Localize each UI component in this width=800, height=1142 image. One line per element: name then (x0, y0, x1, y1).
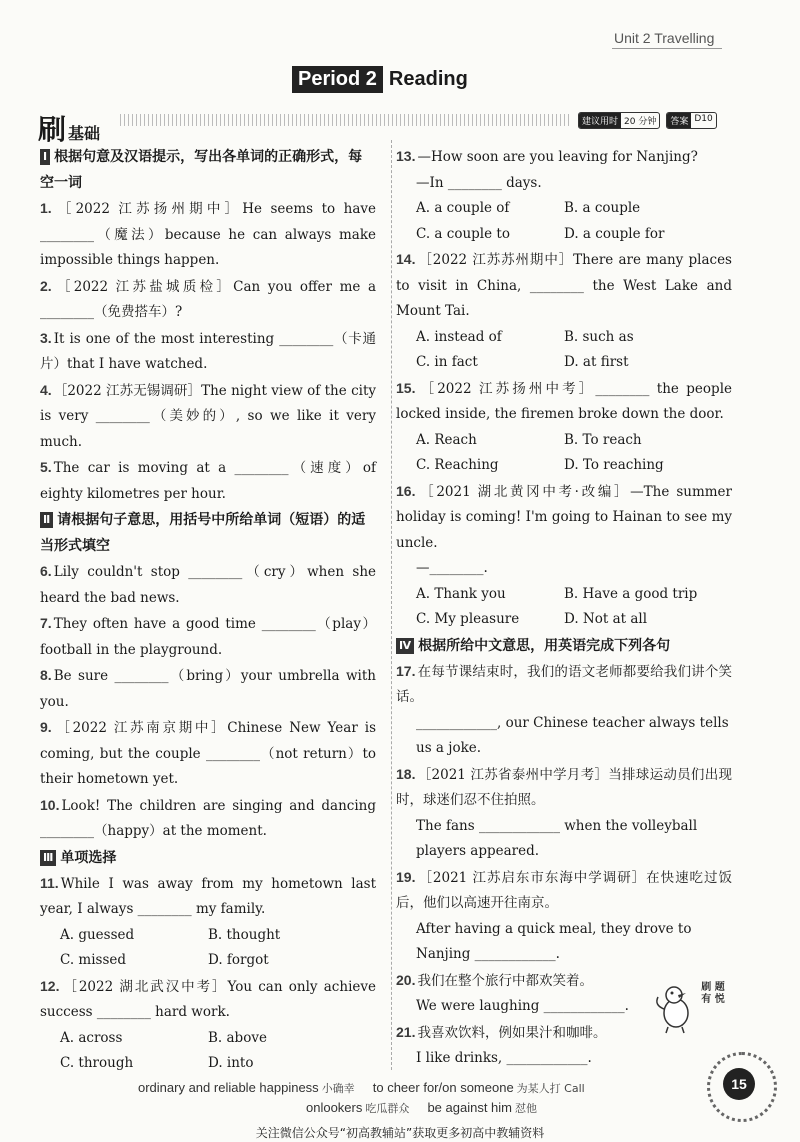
option-item: C. missed (60, 952, 127, 968)
question-number: 4. (40, 381, 52, 398)
unit-title: Unit 2 Travelling (614, 30, 715, 46)
option-item: A. Thank you (416, 585, 506, 602)
question-text: 我喜欢饮料，例如果汁和咖啡。 (417, 1024, 607, 1041)
question-text: ［2022 江苏无锡调研］The night view of the city is very ________（美妙的）, so we like it very much. (40, 382, 376, 450)
question-text: Be sure ________（bring）your umbrella with you. (40, 668, 376, 710)
section-heading (396, 633, 732, 659)
answer-line: The fans ____________ when the volleyball players appeared. (416, 817, 698, 859)
question-item (396, 762, 732, 814)
option-item: D. a couple for (564, 225, 665, 242)
left-column (40, 144, 376, 1077)
period-subject: Reading (388, 68, 468, 90)
section-numeral: Ⅱ (40, 512, 53, 528)
section-heading (40, 144, 376, 196)
question-text: It is one of the most interesting ________（卡通片）that I have watched. (40, 330, 376, 372)
question-item (40, 326, 376, 378)
question-item (396, 144, 732, 171)
question-item (40, 871, 376, 923)
section-numeral: Ⅲ (40, 850, 56, 866)
period-label: Period 2 (292, 66, 383, 93)
option-list (60, 1026, 376, 1077)
answer-tag (666, 112, 716, 129)
question-item (40, 196, 376, 274)
option-list (416, 325, 732, 376)
question-number: 14. (396, 251, 416, 267)
question-number: 7. (40, 615, 52, 631)
question-item (40, 611, 376, 663)
question-text: ［2021 江苏省泰州中学月考］当排球运动员们出现时，球迷们忍不住拍照。 (396, 766, 732, 808)
question-item (40, 455, 376, 507)
header-rule (612, 48, 722, 49)
question-text: The car is moving at a ________（速度）of eighty kilometres per hour. (40, 460, 376, 502)
section-numeral: Ⅳ (396, 638, 414, 654)
phrase-zh: 怼他 (515, 1102, 537, 1115)
section-title: 根据句意及汉语提示，写出各单词的正确形式，每空一词 (40, 149, 363, 191)
brand-small: 基础 (68, 124, 101, 143)
time-tag-value: 20 分钟 (624, 117, 657, 127)
question-item (396, 376, 732, 428)
question-text: While I was away from my hometown last year, I always ________ my family. (40, 875, 376, 917)
option-item: B. thought (208, 926, 281, 943)
option-item: D. Not at all (564, 611, 648, 627)
page-number: 15 (723, 1068, 755, 1100)
question-text: ［2022 江苏南京期中］Chinese New Year is coming, but the couple ________（not return）to their hometown yet. (40, 720, 376, 787)
question-item (40, 974, 376, 1026)
section-title: 单项选择 (60, 849, 117, 866)
option-item: C. through (60, 1055, 134, 1071)
question-number: 12. (40, 977, 60, 994)
phrase-zh: 小确幸 (321, 1082, 355, 1095)
answer-line: I like drinks, ____________. (416, 1050, 592, 1066)
option-item: B. a couple (564, 200, 641, 216)
question-item (40, 559, 376, 611)
option-item: A. instead of (416, 328, 502, 345)
question-item (396, 479, 732, 557)
section-heading (40, 845, 376, 871)
info-tags (578, 112, 717, 129)
footer-phrases (138, 1078, 698, 1118)
option-item: D. at first (564, 354, 629, 370)
phrase-en: onlookers (306, 1100, 363, 1115)
answer-line: After having a quick meal, they drove to Nanjing ____________. (416, 920, 692, 962)
question-number: 20. (396, 971, 416, 988)
question-text: Lily couldn't stop ________（cry）when she heard the bad news. (40, 564, 376, 606)
question-item (396, 659, 732, 711)
option-item: B. above (208, 1029, 267, 1046)
answer-line: —In ________ days. (416, 174, 542, 191)
question-number: 15. (396, 379, 416, 396)
column-divider (391, 140, 392, 1070)
phrase-en: ordinary and reliable happiness (138, 1080, 319, 1095)
question-item (396, 865, 732, 917)
option-item: D. forgot (208, 952, 269, 968)
question-item (40, 274, 376, 326)
time-tag (578, 112, 660, 129)
question-number: 5. (40, 459, 52, 475)
phrase-en: to cheer for/on someone (372, 1080, 514, 1095)
question-number: 13. (396, 148, 416, 164)
question-number: 17. (396, 662, 416, 679)
question-number: 6. (40, 563, 52, 579)
section-title: 根据所给中文意思，用英语完成下列各句 (418, 637, 671, 654)
option-item: C. My pleasure (416, 611, 520, 627)
question-number: 2. (40, 277, 52, 294)
question-number: 3. (40, 329, 52, 346)
question-number: 18. (396, 765, 416, 782)
bottom-note: 关注微信公众号“初高教辅站”获取更多初高中教辅资料 (255, 1126, 545, 1140)
page-title (292, 66, 468, 93)
phrase-zh: 吃瓜群众 (365, 1102, 410, 1115)
option-item: A. a couple of (416, 200, 510, 216)
option-item: A. across (60, 1029, 123, 1046)
time-tag-label: 建议用时 (579, 113, 621, 128)
answer-tag-label: 答案 (667, 113, 691, 128)
option-item: A. guessed (60, 926, 135, 943)
phrase-zh: 为某人打 Call (516, 1082, 585, 1095)
question-text: ［2022 江苏盐城质检］Can you offer me a ________（免费搭车）? (40, 278, 376, 320)
option-item: D. into (208, 1055, 254, 1071)
option-item: B. To reach (564, 431, 642, 448)
hatch-divider (120, 114, 572, 126)
right-column (396, 144, 732, 1072)
question-item (40, 793, 376, 845)
question-number: 19. (396, 868, 416, 885)
option-item: B. such as (564, 328, 634, 345)
question-number: 21. (396, 1023, 416, 1040)
question-text: They often have a good time ________（play）football in the playground. (40, 616, 376, 658)
answer-line: ____________, our Chinese teacher always tells us a joke. (416, 714, 729, 756)
question-number: 8. (40, 667, 52, 683)
question-item (396, 247, 732, 325)
question-number: 1. (40, 200, 52, 216)
question-item (40, 663, 376, 715)
question-number: 16. (396, 482, 416, 499)
section-numeral: Ⅰ (40, 149, 50, 165)
brand-big: 刷 (38, 113, 67, 146)
answer-tag-value: D10 (694, 114, 713, 124)
phrase-en: be against him (427, 1100, 512, 1115)
section-heading (40, 507, 376, 559)
option-item: D. To reaching (564, 457, 664, 473)
question-number: 10. (40, 796, 60, 813)
question-number: 9. (40, 719, 52, 735)
mascot-caption: 刷 题 有 悦 (701, 982, 725, 1005)
option-list (416, 582, 732, 633)
option-list (416, 196, 732, 247)
question-text: ［2022 江苏扬州期中］He seems to have ________（魔法）because he can always make impossible things happen. (40, 201, 376, 268)
option-item: A. Reach (416, 431, 477, 448)
option-list (416, 428, 732, 479)
question-text: ［2022 江苏苏州期中］There are many places to visit in China, ________ the West Lake and Mount Tai. (396, 252, 732, 319)
question-text: Look! The children are singing and dancing ________（happy）at the moment. (40, 797, 376, 839)
option-item: B. Have a good trip (564, 585, 698, 602)
answer-line: We were laughing ____________. (416, 998, 629, 1014)
question-item (40, 378, 376, 456)
question-text: ［2021 江苏启东市东海中学调研］在快速吃过饭后，他们以高速开往南京。 (396, 869, 732, 911)
question-text: 我们在整个旅行中都欢笑着。 (417, 972, 593, 989)
section-brand (38, 108, 100, 148)
section-title: 请根据句子意思，用括号中所给单词（短语）的适当形式填空 (40, 512, 366, 554)
question-number: 11. (40, 874, 59, 891)
question-text: 在每节课结束时，我们的语文老师都要给我们讲个笑话。 (396, 663, 732, 705)
option-list (60, 923, 376, 974)
option-item: C. a couple to (416, 225, 510, 242)
question-item (40, 715, 376, 793)
question-text: ［2022 湖北武汉中考］You can only achieve success ________ hard work. (40, 978, 376, 1020)
option-item: C. Reaching (416, 457, 499, 473)
answer-line: —________. (416, 560, 488, 576)
option-item: C. in fact (416, 354, 478, 370)
question-text: ［2022 江苏扬州中考］________ the people locked inside, the firemen broke down the door. (396, 380, 732, 422)
question-text: —How soon are you leaving for Nanjing? (417, 149, 698, 165)
question-text: ［2021 湖北黄冈中考·改编］—The summer holiday is coming! I'm going to Hainan to see my uncle. (396, 483, 732, 551)
